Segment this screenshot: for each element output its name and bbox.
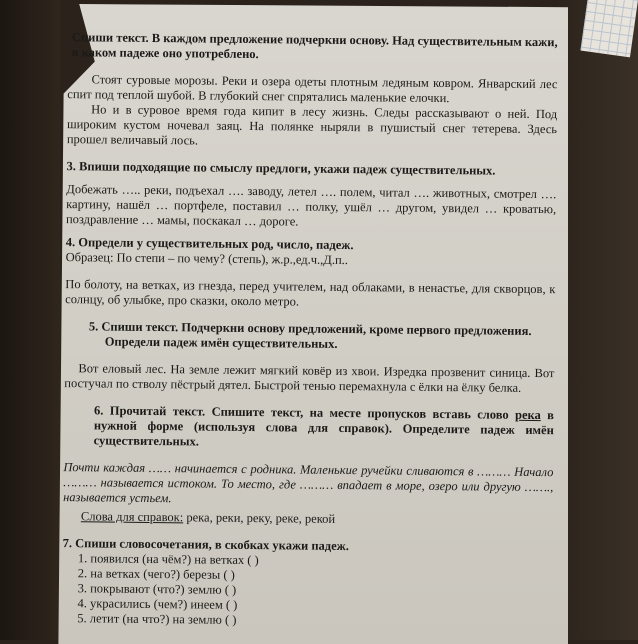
list-item: 3. покрывают (что?) землю ( ) (90, 581, 552, 601)
task6-reference-label: Слова для справок: (80, 509, 184, 525)
task7-heading: 7. Спиши словосочетания, в скобках укажи падеж. (62, 536, 349, 554)
task4-sample: Образец: По степи – по чему? (степь), ж.р.,ед.ч.,Д.п.. (65, 250, 348, 268)
list-item: 5. летит (на что?) на землю ( ) (90, 611, 552, 631)
task6-heading (54, 403, 554, 453)
background-left (0, 0, 60, 640)
list-item: 1. появился (на чём?) на ветках ( ) (90, 551, 552, 571)
list-item: 4. украсились (чем?) инеем ( ) (90, 596, 552, 616)
task5-text: Вот еловый лес. На земле лежит мягкий ковёр из хвои. Изредка прозвенит синица. Вот постучал по стволу пёстрый дятел. Быстрой тенью перемахнула с ёлки на ёлку белка. (64, 361, 555, 395)
task6-text: Почти каждая …… начинается с родника. Маленькие ручейки сливаются в ……… Начало ……… называется истоком. То место, где ……… впадает в море, озеро или другую ……., называется устьем. (63, 460, 554, 506)
background-right (558, 0, 638, 640)
worksheet-content (52, 30, 558, 631)
task1-paragraph-1: Стоят суровые морозы. Реки и озера одеты плотным ледяным ковром. Январский лес спит под теплой шубой. В глубокий снег спрятались маленькие елочки. (67, 72, 558, 106)
grid-paper-corner (580, 0, 638, 57)
task6-reference-words: река, реки, реку, реке, рекой (183, 510, 336, 526)
task3-heading: 3. Впиши подходящие по смыслу предлоги, укажи падеж существительных. (66, 159, 496, 178)
task1-heading: Спиши текст. В каждом предложение подчеркни основу. Над существительным кажи, в каком падеже оно употреблено. (71, 30, 558, 62)
task5-heading-line2: Определи падеж имён существительных. (104, 334, 338, 351)
task5-heading-line1: 5. Спиши текст. Подчеркни основу предложений, кроме первого предложения. (88, 319, 532, 338)
task6-reference (53, 509, 553, 529)
task6-heading-part-b: в нужной форме (используя слова для справок). Определите падеж имён существительных. (93, 408, 555, 449)
task1-paragraph-2: Но и в суровое время года кипит в лесу жизнь. Следы рассказывают о ней. Под широким кустом ночевал заяц. На полянке ныряли в пушистый снег тетерева. Здесь прошел величавый лось. (66, 102, 558, 148)
task6-heading-part-a: 6. Прочитай текст. Спишите текст, на месте пропусков вставь слово (93, 403, 516, 422)
task6-heading-word: река (515, 407, 541, 423)
task3-text: Добежать ….. реки, подъехал …. заводу, летел …. полем, читал …. животных, смотрел …. картину, нашёл … портфеле, поставил … полку, ушёл … другом, увидел … кроватью, поздравление … мамы, поскакал … дороге. (65, 182, 557, 229)
task7-list (52, 551, 553, 631)
list-item: 2. на ветках (чего?) березы ( ) (90, 566, 552, 586)
task4-text: По болоту, на ветках, из гнезда, перед учителем, над облаками, в ненастье, для скворцов, к солнцу, об улыбке, про сказки, около метро. (65, 277, 556, 309)
task4-heading: 4. Определи у существительных род, число, падеж. (65, 235, 354, 253)
